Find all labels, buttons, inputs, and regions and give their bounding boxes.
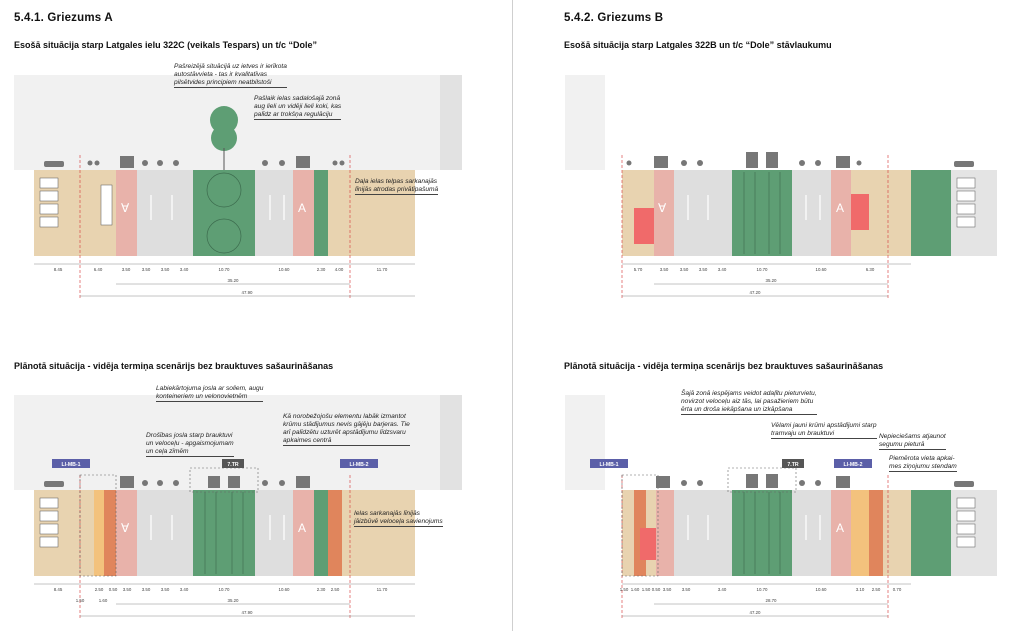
total-dim: 47.90 (241, 290, 253, 295)
dim-label: 10.60 (815, 267, 827, 272)
annotation-planned-shrubs: Vēlami jauni krūmi apstādījumi starp tramvaju un brauktuvi (771, 422, 877, 437)
dim-label: 4.00 (334, 267, 344, 272)
dim-label: 2.30 (316, 587, 326, 592)
svg-text:∀: ∀ (658, 201, 667, 215)
annotation-existing-parking: Pašreizējā situācijā uz ietves ir ierīkota autostāvvieta - tas ir kvalitatīvas pilsētvides principiem neatbilstoši (174, 63, 287, 86)
dim-label: 3.50 (160, 267, 170, 272)
dim-label: 3.40 (179, 587, 189, 592)
planned-subtitle: Plānotā situācija - vidēja termiņa scenārijs bez brauktuves sašaurināšanas (14, 361, 334, 371)
dim-label: 3.40 (717, 267, 727, 272)
dim-label: 2.50 (871, 587, 881, 592)
tag-label: LI-MB-2 (349, 462, 369, 468)
annotation-planned-surface: Nepieciešams atjaunot segumu pieturā (879, 433, 946, 448)
dim-label: 3.50 (681, 587, 691, 592)
tag-label: 7.TR (787, 462, 799, 468)
annotation-planned-safety: Drošības josla starp brauktuvi un veloceļu - apgaismojumam un ceļa zīmēm (146, 432, 234, 455)
annotation-planned-shrubs: Kā norobežojošu elementu labāk izmantot krūmu stādījumus nevis gājēju barjeras. Tie arī palīdzētu uzturēt apstādījumu līdzsvaru apkaimes centrā (283, 413, 410, 444)
tag-label: LI-MB-1 (599, 462, 619, 468)
dim-label: 0.50 (108, 587, 118, 592)
dim-label: 8.45 (53, 587, 63, 592)
panel-divider (512, 0, 513, 631)
svg-text:A: A (836, 521, 845, 535)
dim-label: 3.50 (698, 267, 708, 272)
existing-cross-section-drawing (514, 60, 1024, 310)
dim-label: 0.70 (892, 587, 902, 592)
section-title: 5.4.1. Griezums A (14, 12, 113, 24)
dim-label: 3.50 (662, 587, 672, 592)
subtotal-dim: 28.70 (765, 598, 777, 603)
total-dim: 47.20 (749, 610, 761, 615)
annotation-existing-trees: Pašlaik ielas sadalošajā zonā aug lieli un vidēji lieli koki, kas palīdz ar trokšņa regulāciju (254, 95, 342, 118)
dim-label: 3.50 (679, 267, 689, 272)
planned-cross-section-drawing (0, 380, 512, 630)
planned-cross-section-drawing (514, 380, 1024, 630)
dim-label: 3.10 (855, 587, 865, 592)
dim-label: 3.50 (121, 267, 131, 272)
dim-label: 10.70 (756, 267, 768, 272)
svg-text:A: A (298, 521, 307, 535)
svg-text:A: A (836, 201, 845, 215)
dim-label: 10.60 (815, 587, 827, 592)
subtotal-dim: 35.20 (765, 278, 777, 283)
tag-label: LI-MB-1 (61, 462, 81, 468)
dim-label: 11.70 (376, 587, 388, 592)
annotation-existing-private: Daļa ielas telpas sarkanajās līnijās atrodas privātīpašumā (355, 178, 439, 193)
subtotal-dim: 35.20 (227, 278, 239, 283)
dim-label: 6.30 (865, 267, 875, 272)
svg-text:A: A (298, 201, 307, 215)
planned-subtitle: Plānotā situācija - vidēja termiņa scenārijs bez brauktuves sašaurināšanas (564, 361, 884, 371)
subtotal-dim: 35.20 (227, 598, 239, 603)
dim-label: 0.50 (651, 587, 661, 592)
dim-label: 3.50 (141, 267, 151, 272)
annotation-planned-stop: Šajā zonā iespējams veidot adaļītu pieturvietu, novirzot veloceļu aiz tās, lai pasažieriem būtu ērta un droša iekāpšana un izkāpšana (681, 390, 817, 413)
existing-subtitle: Esošā situācija starp Latgales 322B un t/c “Dole” stāvlaukumu (564, 40, 832, 50)
dim-label: 3.40 (179, 267, 189, 272)
dim-label: 3.50 (160, 587, 170, 592)
dim-label: 8.45 (53, 267, 63, 272)
dim-label: 2.30 (316, 267, 326, 272)
section-title: 5.4.2. Griezums B (564, 12, 664, 24)
dim-label: 10.60 (278, 267, 290, 272)
dim-label: 10.70 (218, 267, 230, 272)
annotation-planned-board: Piemērota vieta apkai- mes ziņojumu stendam (889, 455, 957, 470)
annotation-planned-furniture: Labiekārtojuma josla ar soliem, augu konteineriem un velonovietnēm (156, 385, 264, 400)
tag-label: LI-MB-2 (843, 462, 863, 468)
dim-label: 1.50 (75, 598, 85, 603)
dim-label: 10.60 (278, 587, 290, 592)
dim-label: 2.50 (94, 587, 104, 592)
dim-label: 1.60 (98, 598, 108, 603)
svg-text:∀: ∀ (121, 201, 130, 215)
dim-label: 3.50 (141, 587, 151, 592)
dim-label: 11.70 (376, 267, 388, 272)
dim-label: 10.70 (756, 587, 768, 592)
dim-label: 6.40 (93, 267, 103, 272)
dim-label: 1.50 (641, 587, 651, 592)
dim-label: 2.50 (330, 587, 340, 592)
dim-label: 5.70 (633, 267, 643, 272)
total-dim: 47.20 (749, 290, 761, 295)
total-dim: 47.90 (241, 610, 253, 615)
dim-label: 3.50 (659, 267, 669, 272)
panel-section-b (514, 0, 1024, 631)
tag-label: 7.TR (227, 462, 239, 468)
dim-label: 3.50 (122, 587, 132, 592)
dim-label: 3.40 (717, 587, 727, 592)
dim-label: 1.60 (630, 587, 640, 592)
dim-label: 1.50 (619, 587, 629, 592)
svg-text:∀: ∀ (121, 521, 130, 535)
existing-subtitle: Esošā situācija starp Latgales ielu 322C (veikals Tespars) un t/c “Dole” (14, 40, 317, 50)
dim-label: 10.70 (218, 587, 230, 592)
annotation-planned-bikelink: Ielas sarkanajās līnijās jāizbūvē veloceļa savienojums (354, 510, 443, 525)
